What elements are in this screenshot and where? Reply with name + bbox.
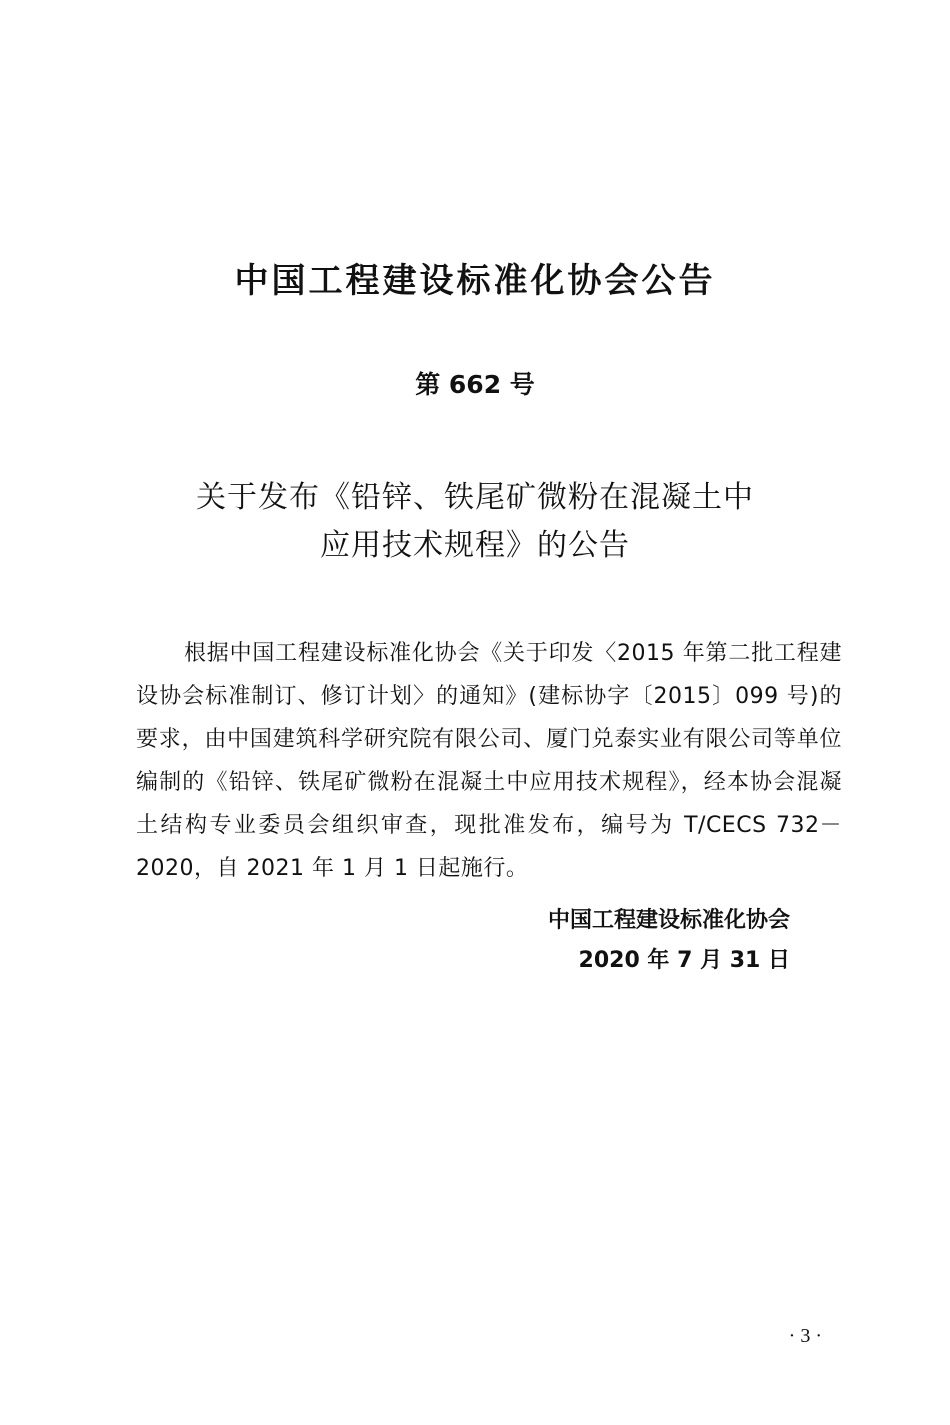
subject-line-1: 关于发布《铅锌、铁尾矿微粉在混凝土中	[196, 480, 754, 515]
announcement-number: 第 662 号	[415, 370, 535, 399]
subject-line-2: 应用技术规程》的公告	[320, 528, 630, 563]
organization-title: 中国工程建设标准化协会公告	[234, 261, 716, 301]
page-number: · 3 ·	[788, 1325, 822, 1347]
signature-date: 2020 年 7 月 31 日	[578, 948, 790, 973]
announcement-body: 根据中国工程建设标准化协会《关于印发〈2015 年第二批工程建设协会标准制订、修订计划〉的通知》(建标协字〔2015〕099 号)的要求，由中国建筑科学研究院有限公司、厦门兑泰实业有限公司等单位编制的《铅锌、铁尾矿微粉在混凝土中应用技术规程》，经本协会混凝土结构专业委员会组织审查，现批准发布，编号为 T/CECS 732－2020，自 2021 年 1 月 1 日起施行。	[136, 641, 842, 881]
signature-organization: 中国工程建设标准化协会	[547, 908, 790, 933]
announcement-subject	[0, 474, 950, 570]
